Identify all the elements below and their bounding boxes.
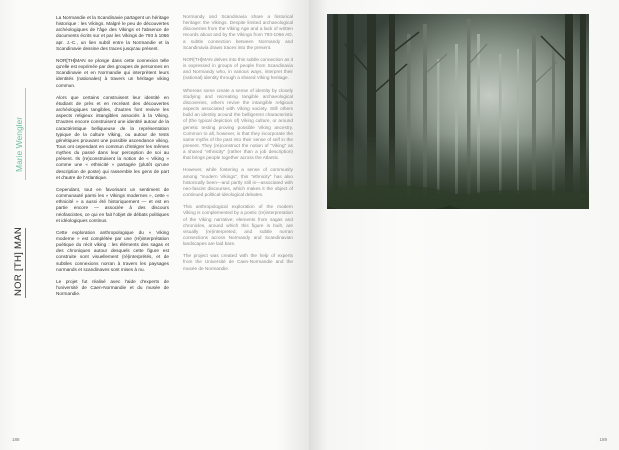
fr-paragraph-3: Alors que certains construisent leur identité en étudiant de près et en recréant des découvertes archéologiques tangibles, d'autres font revivre les aspects religieux intangibles associés à la Viking. D'autres encore construisent une identité autour de la caractéristique belliqueuse de la représentation typique de la culture Viking, ou autour de tests génétiques prouvant une possible ascendance viking. Tous ont cependant en commun d'intégrer les mêmes mythes du passé dans leur perception de soi au présent. Ils (re)construisent la notion de « Viking » comme une « ethnicité » partagée (plutôt qu'une description de poste) qui rassemble les gens de part et d'autre de l'Atlantique. <box>56 94 169 180</box>
title-rule <box>25 228 26 298</box>
right-page-number: 189 <box>599 437 607 442</box>
forest-photo <box>327 14 589 209</box>
fr-paragraph-4: Cependant, tout en favorisant un sentiment de communauté parmi les « Vikings modernes », cette « ethnicité » a aussi été historiquement — et est en partie encore — associée à des discours néofascistes, ce qui en fait l'objet de débats politiques et idéologiques continus. <box>56 186 169 223</box>
french-text-column <box>56 15 169 303</box>
right-page <box>309 0 619 450</box>
author-rule <box>25 88 26 180</box>
fr-paragraph-5: Cette exploration anthropologique du « Viking moderne » est complétée par une (ré)interprétation poétique du récit viking : les éléments des sagas et des chroniques autour desquels cette figure est construite sont visuellement (ré)interprétés, et de subtiles connexions norran à travers les paysages normands et scandinaves sont mises à nu. <box>56 229 169 272</box>
english-text-column <box>183 14 293 278</box>
en-paragraph-6: The project was created with the help of experts from the Université de Caen-Normandie and the musée de Normandie. <box>183 253 293 271</box>
fr-paragraph-6: Le projet fut réalisé avec l'aide d'experts de l'université de Caen-Normandie et du musée de Normandie. <box>56 278 169 297</box>
author-name: Marie Wengler <box>14 116 24 172</box>
en-paragraph-2: NOR[TH]MAN delves into this subtle connection as it is expressed in groups of people from Scandinavia and Normandy who, in various ways, interpret their (national) identity through a shared Viking heritage. <box>183 56 293 81</box>
en-paragraph-3: Whereas some create a sense of identity by closely studying and recreating tangible archaeological discoveries, others revive the intangible religious aspects associated with Viking society. Still others build an identity around the belligerent characteristic of (the typical depiction of) Viking culture, or around genetic testing proving possible Viking ancestry. Common to all, however, is that they incorporate the same myths of the past into their sense of self in the present. They (re)construct the notion of "Viking" as a shared "ethnicity" (rather than a job description) that brings people together across the Atlantic. <box>183 87 293 161</box>
fr-paragraph-2: NOR[TH]MAN se plonge dans cette connexion telle qu'elle est exprimée par des groupes de personnes en Scandinavie et en Normandie qui interprètent leurs identités (nationales) à travers un héritage viking commun. <box>56 57 169 88</box>
left-page-number: 188 <box>12 437 20 442</box>
left-page <box>0 0 309 450</box>
en-paragraph-5: This anthropological exploration of the modern Viking is complemented by a poetic (re)interpretation of the Viking narrative; elements from sagas and chronicles, around which this figure is built, are visually (re)interpreted, and subtle norran connections across Normandy and Scandinavian landscapes are laid bare. <box>183 204 293 247</box>
en-paragraph-1: Normandy and Scandinavia share a historical heritage: the Vikings. Despite limited archaeological discoveries from the Viking Age and a lack of written records about and by the Vikings from 793-1066 AD, a subtle connection between Normandy and Scandinavia draws traces into the present. <box>183 14 293 50</box>
project-title: NOR [TH] MAN <box>13 226 24 296</box>
en-paragraph-4: However, while fostering a sense of community among "modern Vikings", this "ethnicity" has also historically been—and partly still is—associated with neo-fascist discourses, which makes it the object of continued political-ideological debates. <box>183 167 293 198</box>
fr-paragraph-1: La Normandie et la Scandinavie partagent un héritage historique : les Vikings. Malgré le peu de découvertes archéologiques de l'âge des Vikings et l'absence de documents écrits sur et par les Vikings de 793 à 1066 apr. J.-C., un lien subtil entre la Normandie et la Scandinavie dessine des traces jusqu'au présent. <box>56 15 169 51</box>
forest-photo-graphic <box>327 14 589 209</box>
